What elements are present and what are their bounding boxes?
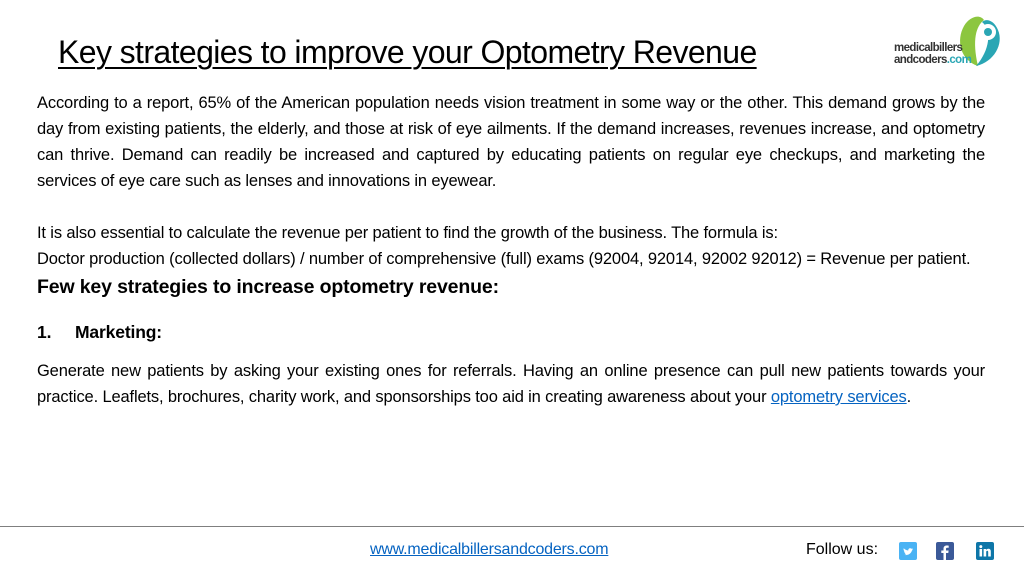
marketing-text-end: . [906, 388, 912, 406]
logo-line1: medicalbillers [894, 42, 963, 54]
section-heading: Few key strategies to increase optometry revenue: [37, 276, 499, 298]
content-body [37, 90, 985, 410]
twitter-icon[interactable] [899, 542, 917, 560]
page-title: Key strategies to improve your Optometry Revenue [58, 34, 757, 70]
footer-website-link[interactable]: www.medicalbillersandcoders.com [370, 541, 609, 558]
marketing-paragraph [37, 358, 985, 410]
optometry-services-link[interactable]: optometry services [770, 388, 907, 406]
formula-intro-paragraph: It is also essential to calculate the revenue per patient to find the growth of the business. The formula is: [37, 224, 778, 242]
linkedin-icon[interactable] [976, 542, 994, 560]
follow-us-label: Follow us: [806, 541, 879, 558]
footer-divider [0, 526, 1024, 527]
list-item-number: 1. [37, 322, 52, 342]
logo-line2: andcoders [894, 54, 947, 66]
marketing-text: Generate new patients by asking your existing ones for referrals. Having an online presence can pull new patients towards your practice. Leaflets, brochures, charity work, and sponsorships too aid in creating awareness about your [37, 362, 985, 406]
list-item [37, 318, 985, 346]
logo-line2-suffix: .com [946, 54, 972, 66]
company-logo[interactable] [894, 10, 1014, 72]
intro-paragraph: According to a report, 65% of the American population needs vision treatment in some way or the other. This demand grows by the day from existing patients, the elderly, and those at risk of eye ailments. If the demand increases, revenues increase, and optometry can thrive. Demand can readily be increased and captured by educating patients on regular eye checkups, and marketing the services of eye care such as lenses and innovations in eyewear. [37, 94, 985, 190]
formula-paragraph: Doctor production (collected dollars) / number of comprehensive (full) exams (92004, 92014, 92002 92012) = Revenue per patient. [37, 250, 971, 268]
list-item-label: Marketing: [75, 322, 162, 342]
facebook-icon[interactable] [936, 542, 954, 560]
paragraph-spacer [37, 194, 985, 220]
logo-wordmark [894, 42, 971, 66]
